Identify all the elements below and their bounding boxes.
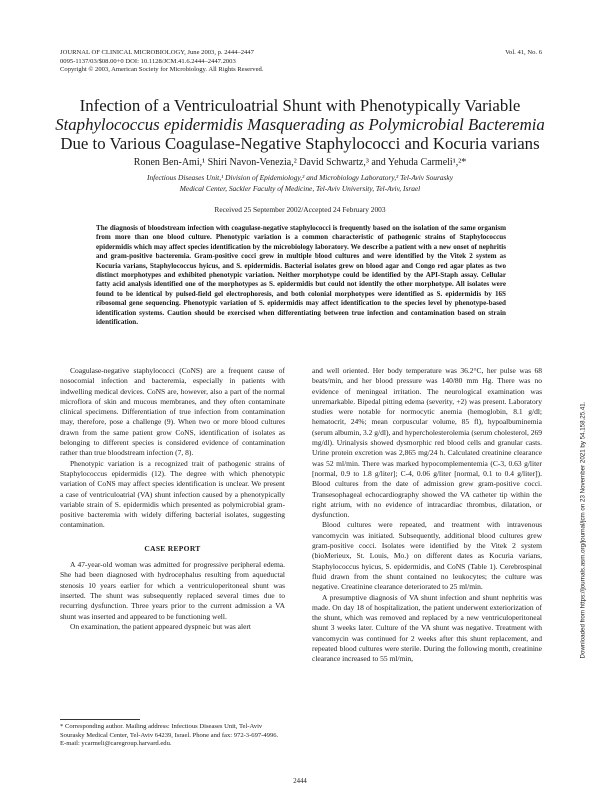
- affiliation-line-1: Infectious Diseases Unit,¹ Division of Epidemiology,² and Microbiology Laboratory,³ Tel-Aviv Sourasky: [146, 173, 453, 182]
- title-line-3: Due to Various Coagulase-Negative Staphylococci and Kocuria varians: [60, 134, 540, 153]
- left-column: [60, 366, 285, 632]
- running-header: [60, 49, 480, 75]
- case-paragraph-4: Blood cultures were repeated, and treatment with intravenous vancomycin was initiated. Subsequently, additional blood cultures grew gram-positive cocci. Isolates were identified by the Vitek 2 system (bioMerieux, St. Louis, Mo.) on different dates as Kocuria varians, Staphylococcus hyicus, S. epidermidis, and CoNS (Table 1). Cerebrospinal fluid drawn from the shunt contained no leukocytes; the culture was negative. Creatinine clearance deteriorated to 25 ml/min.: [312, 520, 542, 592]
- right-column: [312, 366, 542, 665]
- case-paragraph-1: A 47-year-old woman was admitted for progressive peripheral edema. She had been diagnosed with hydrocephalus resulting from aqueductal stenosis 10 years earlier for which a ventriculoperitoneal shunt was inserted. The shunt was subsequently replaced several times due to recurring dysfunction. Three years prior to the current admission a VA shunt was inserted and appeared to be functioning well.: [60, 560, 285, 621]
- affiliation-line-2: Medical Center, Sackler Faculty of Medicine, Tel-Aviv University, Tel-Aviv, Israel: [179, 183, 421, 193]
- copyright-line: Copyright © 2003, American Society for Microbiology. All Rights Reserved.: [60, 66, 264, 73]
- case-report-heading: CASE REPORT: [144, 543, 201, 553]
- intro-paragraph-2: Phenotypic variation is a recognized trait of pathogenic strains of Staphylococcus epidermidis (12). The degree with which phenotypic variation of CoNS may affect species identification is unclear. We present a case of ventriculoatrial (VA) shunt infection caused by a phenotypically variable strain of S. epidermidis which presented as polymicrobial gram-positive bacteremia with widely differing bacterial isolates, suggesting contamination.: [60, 458, 285, 530]
- volume-label: Vol. 41, No. 6: [505, 49, 542, 56]
- affiliations: [90, 173, 510, 194]
- page-number: 2444: [293, 778, 307, 785]
- title-line-2: Staphylococcus epidermidis Masquerading as Polymicrobial Bacteremia: [55, 115, 545, 134]
- received-dates: Received 25 September 2002/Accepted 24 February 2003: [214, 205, 386, 214]
- corresponding-author-footnote: * Corresponding author. Mailing address: Infectious Diseases Unit, Tel-Aviv Sourasky Medical Center, Tel-Aviv 64239, Israel. Phone and fax: 972-3-697-4996. E-mail: ycarmeli@caregroup.harvard.edu.: [60, 723, 279, 748]
- case-paragraph-3: and well oriented. Her body temperature was 36.2°C, her pulse was 68 beats/min, and her blood pressure was 140/80 mm Hg. There was no evidence of meningeal irritation. The neurological examination was unremarkable. Bipedal pitting edema (severity, +2) was present. Laboratory studies were notable for normocytic anemia (hemoglobin, 8.1 g/dl; hematocrit, 24%; mean corpuscular volume, 85 fl), hypoalbuminemia (serum albumin, 3.2 g/dl), and hypercholesterolemia (serum cholesterol, 269 mg/dl). Urinalysis showed dysmorphic red blood cells and granular casts. Urine protein excretion was 2,865 mg/24 h. Calculated creatinine clearance was 52 ml/min. There was marked hypocomplementemia (C-3, 0.63 g/liter [normal, 0.9 to 1.8 g/liter]; C-4, 0.06 g/liter [normal, 0.1 to 0.4 g/liter]). Blood cultures from the date of admission grew gram-positive cocci. Transesophageal echocardiography showed the VA catheter tip within the right atrium, with no evidence of intracardiac thrombus, dilatation, or dysfunction.: [312, 366, 542, 520]
- title-line-1: Infection of a Ventriculoatrial Shunt with Phenotypically Variable: [79, 96, 521, 115]
- intro-paragraph-1: Coagulase-negative staphylococci (CoNS) are a frequent cause of nosocomial infection and bacteremia, especially in patients with indwelling medical devices. CoNS are, however, also a part of the normal microflora of skin and mucous membranes, and they often contaminate clinical specimens. Differentiation of true infection from contamination may, therefore, pose a challenge (9). When two or more blood cultures drawn from the same patient grow CoNS, identification of isolates as belonging to different species is considered evidence of contamination rather than true bloodstream infection (7, 8).: [60, 366, 285, 458]
- article-title: [40, 96, 560, 153]
- download-notice: Downloaded from https://journals.asm.org/journal/jcm on 23 November 2021 by 54.158.25.41.: [579, 401, 587, 659]
- doi-line: 0095-1137/03/$08.00+0 DOI: 10.1128/JCM.41.6.2444–2447.2003: [60, 57, 236, 65]
- case-paragraph-5: A presumptive diagnosis of VA shunt infection and shunt nephritis was made. On day 18 of hospitalization, the patient underwent exteriorization of the shunt, which was removed and replaced by a new ventriculoperitoneal shunt 3 weeks later. Culture of the VA shunt was negative. Treatment with vancomycin was continued for 2 weeks after this shunt replacement, and repeated blood cultures were sterile. During the following month, creatinine clearance increased to 55 ml/min,: [312, 592, 542, 664]
- download-sidebar: [576, 320, 590, 740]
- case-paragraph-2: On examination, the patient appeared dyspneic but was alert: [70, 621, 251, 631]
- author-list: Ronen Ben-Ami,¹ Shiri Navon-Venezia,² David Schwartz,³ and Yehuda Carmeli¹,²*: [133, 157, 467, 168]
- journal-line: JOURNAL OF CLINICAL MICROBIOLOGY, June 2003, p. 2444–2447: [60, 49, 254, 56]
- abstract: The diagnosis of bloodstream infection with coagulase-negative staphylococci is frequently based on the isolation of the same organism from more than one blood culture. Phenotypic variation is a common characteristic of pathogenic strains of Staphylococcus epidermidis which may affect species identification by the microbiology laboratory. We describe a patient with a new onset of nephritis and gram-positive bacteremia. Gram-positive cocci grew in multiple blood cultures and were identified by the Vitek 2 system as Kocuria varians, Staphylococcus hyicus, and S. epidermidis. Bacterial isolates grew on blood agar and Congo red agar plates as two distinct morphotypes and exhibited phenotypic variation. Neither morphotype could be identified by the API-Staph assay. Cellular fatty acid analysis identified one of the morphotypes as S. epidermidis but could not identify the other morphotype. All isolates were found to be identical by pulsed-field gel electrophoresis, and both colonial morphotypes were identified as S. epidermidis by 16S ribosomal gene sequencing. Phenotypic variation of S. epidermidis may affect identification to the species level by phenotype-based identification systems. Caution should be exercised when differentiating between true infection and contamination based on strain identification.: [96, 224, 506, 327]
- footnote-rule: [60, 719, 140, 720]
